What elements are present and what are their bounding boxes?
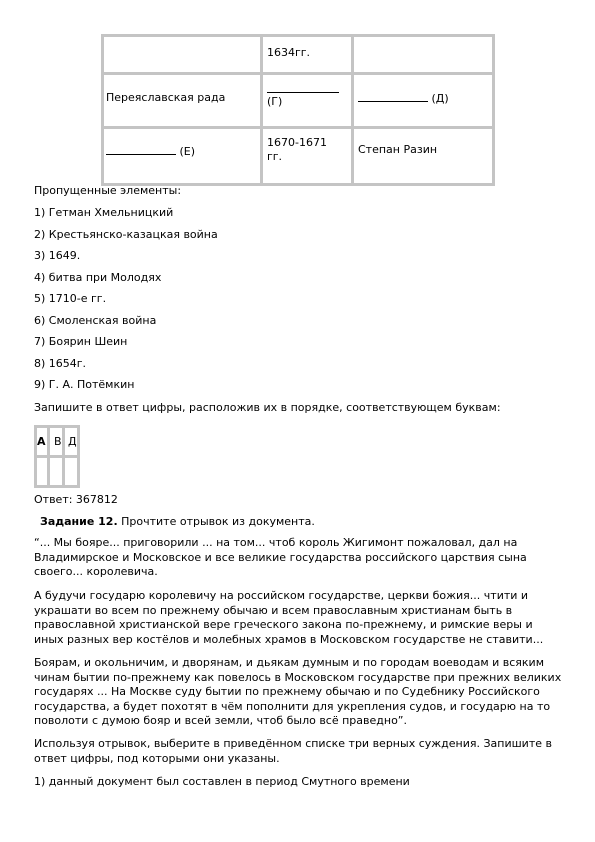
cell-text: (Г): [267, 95, 283, 108]
answer-table: [34, 425, 80, 488]
cell-text: 1634гг.: [267, 46, 311, 59]
instruction-text: Запишите в ответ цифры, расположив их в порядке, соответствующем буквам:: [34, 401, 501, 414]
list-item: 4) битва при Молодях: [34, 271, 162, 284]
match-table: [101, 34, 495, 186]
table-cell: [263, 129, 351, 183]
table-cell: [354, 37, 492, 72]
table-cell: [65, 458, 77, 485]
blank-line: [358, 90, 428, 102]
cell-text: (Е): [179, 145, 196, 158]
table-cell: [104, 75, 260, 126]
list-item: 7) Боярин Шеин: [34, 335, 128, 348]
list-item: 6) Смоленская война: [34, 314, 157, 327]
question-text: Используя отрывок, выберите в приведённом списке три верных суждения. Запишите в ответ цифры, под которыми они указаны.: [34, 737, 552, 765]
table-cell: [37, 428, 47, 455]
table-cell: [104, 129, 260, 183]
cell-text: В: [54, 435, 62, 448]
document-paragraph: А будучи государю королевичу на российском государстве, церкви божия... чтити и украшати во всем по прежнему обычаю и всем православным христианам быть в православной христианской вере греческого закона по-прежнему, и римские веры и иных разных вер костёлов и молебных храмов в Московском государстве не ставити...: [34, 589, 544, 646]
table-cell: [263, 75, 351, 126]
table-cell: [354, 75, 492, 126]
list-item: 8) 1654г.: [34, 357, 87, 370]
missing-heading: Пропущенные элементы:: [34, 184, 182, 197]
cell-text: гг.: [267, 150, 283, 163]
task-label: Задание 12.: [40, 515, 118, 528]
table-cell: [354, 129, 492, 183]
answer-text: Ответ: 367812: [34, 493, 118, 506]
list-item: 1) Гетман Хмельницкий: [34, 206, 174, 219]
task-text: Прочтите отрывок из документа.: [117, 515, 315, 528]
list-item: 5) 1710-е гг.: [34, 292, 107, 305]
cell-text: Степан Разин: [358, 143, 438, 156]
table-cell: [263, 37, 351, 72]
cell-text: Д: [68, 435, 77, 448]
document-paragraph: “... Мы бояре... приговорили ... на том... чтоб король Жигимонт пожаловал, дал на Владимирское и Московское и все великие государства российского царствия сына своего... королевича.: [34, 536, 527, 578]
blank-line: [106, 143, 176, 155]
table-cell: [37, 458, 47, 485]
cell-text: (Д): [431, 92, 449, 105]
table-cell: [65, 428, 77, 455]
cell-text: 1670-1671: [267, 136, 327, 149]
option-item: 1) данный документ был составлен в период Смутного времени: [34, 775, 410, 788]
task-heading: [40, 515, 315, 528]
cell-text: Переяславская рада: [106, 91, 226, 104]
list-item: 9) Г. А. Потёмкин: [34, 378, 135, 391]
list-item: 2) Крестьянско-казацкая война: [34, 228, 218, 241]
blank-line: [267, 88, 339, 93]
cell-text: А: [37, 435, 46, 448]
table-cell: [50, 428, 62, 455]
list-item: 3) 1649.: [34, 249, 81, 262]
table-cell: [50, 458, 62, 485]
table-cell: [104, 37, 260, 72]
document-paragraph: Боярам, и окольничим, и дворянам, и дьякам думным и по городам воеводам и всяким чинам бытии по-прежнему как повелось в Московском государстве при прежних великих государях ... На Москве суду бытии по прежнему обычаю и по Судебнику Российского государства, а будет похотят в чём пополнити для укрепления судов, и государю на то поволоти с думою бояр и всей земли, чтоб было всё праведно”.: [34, 656, 562, 727]
